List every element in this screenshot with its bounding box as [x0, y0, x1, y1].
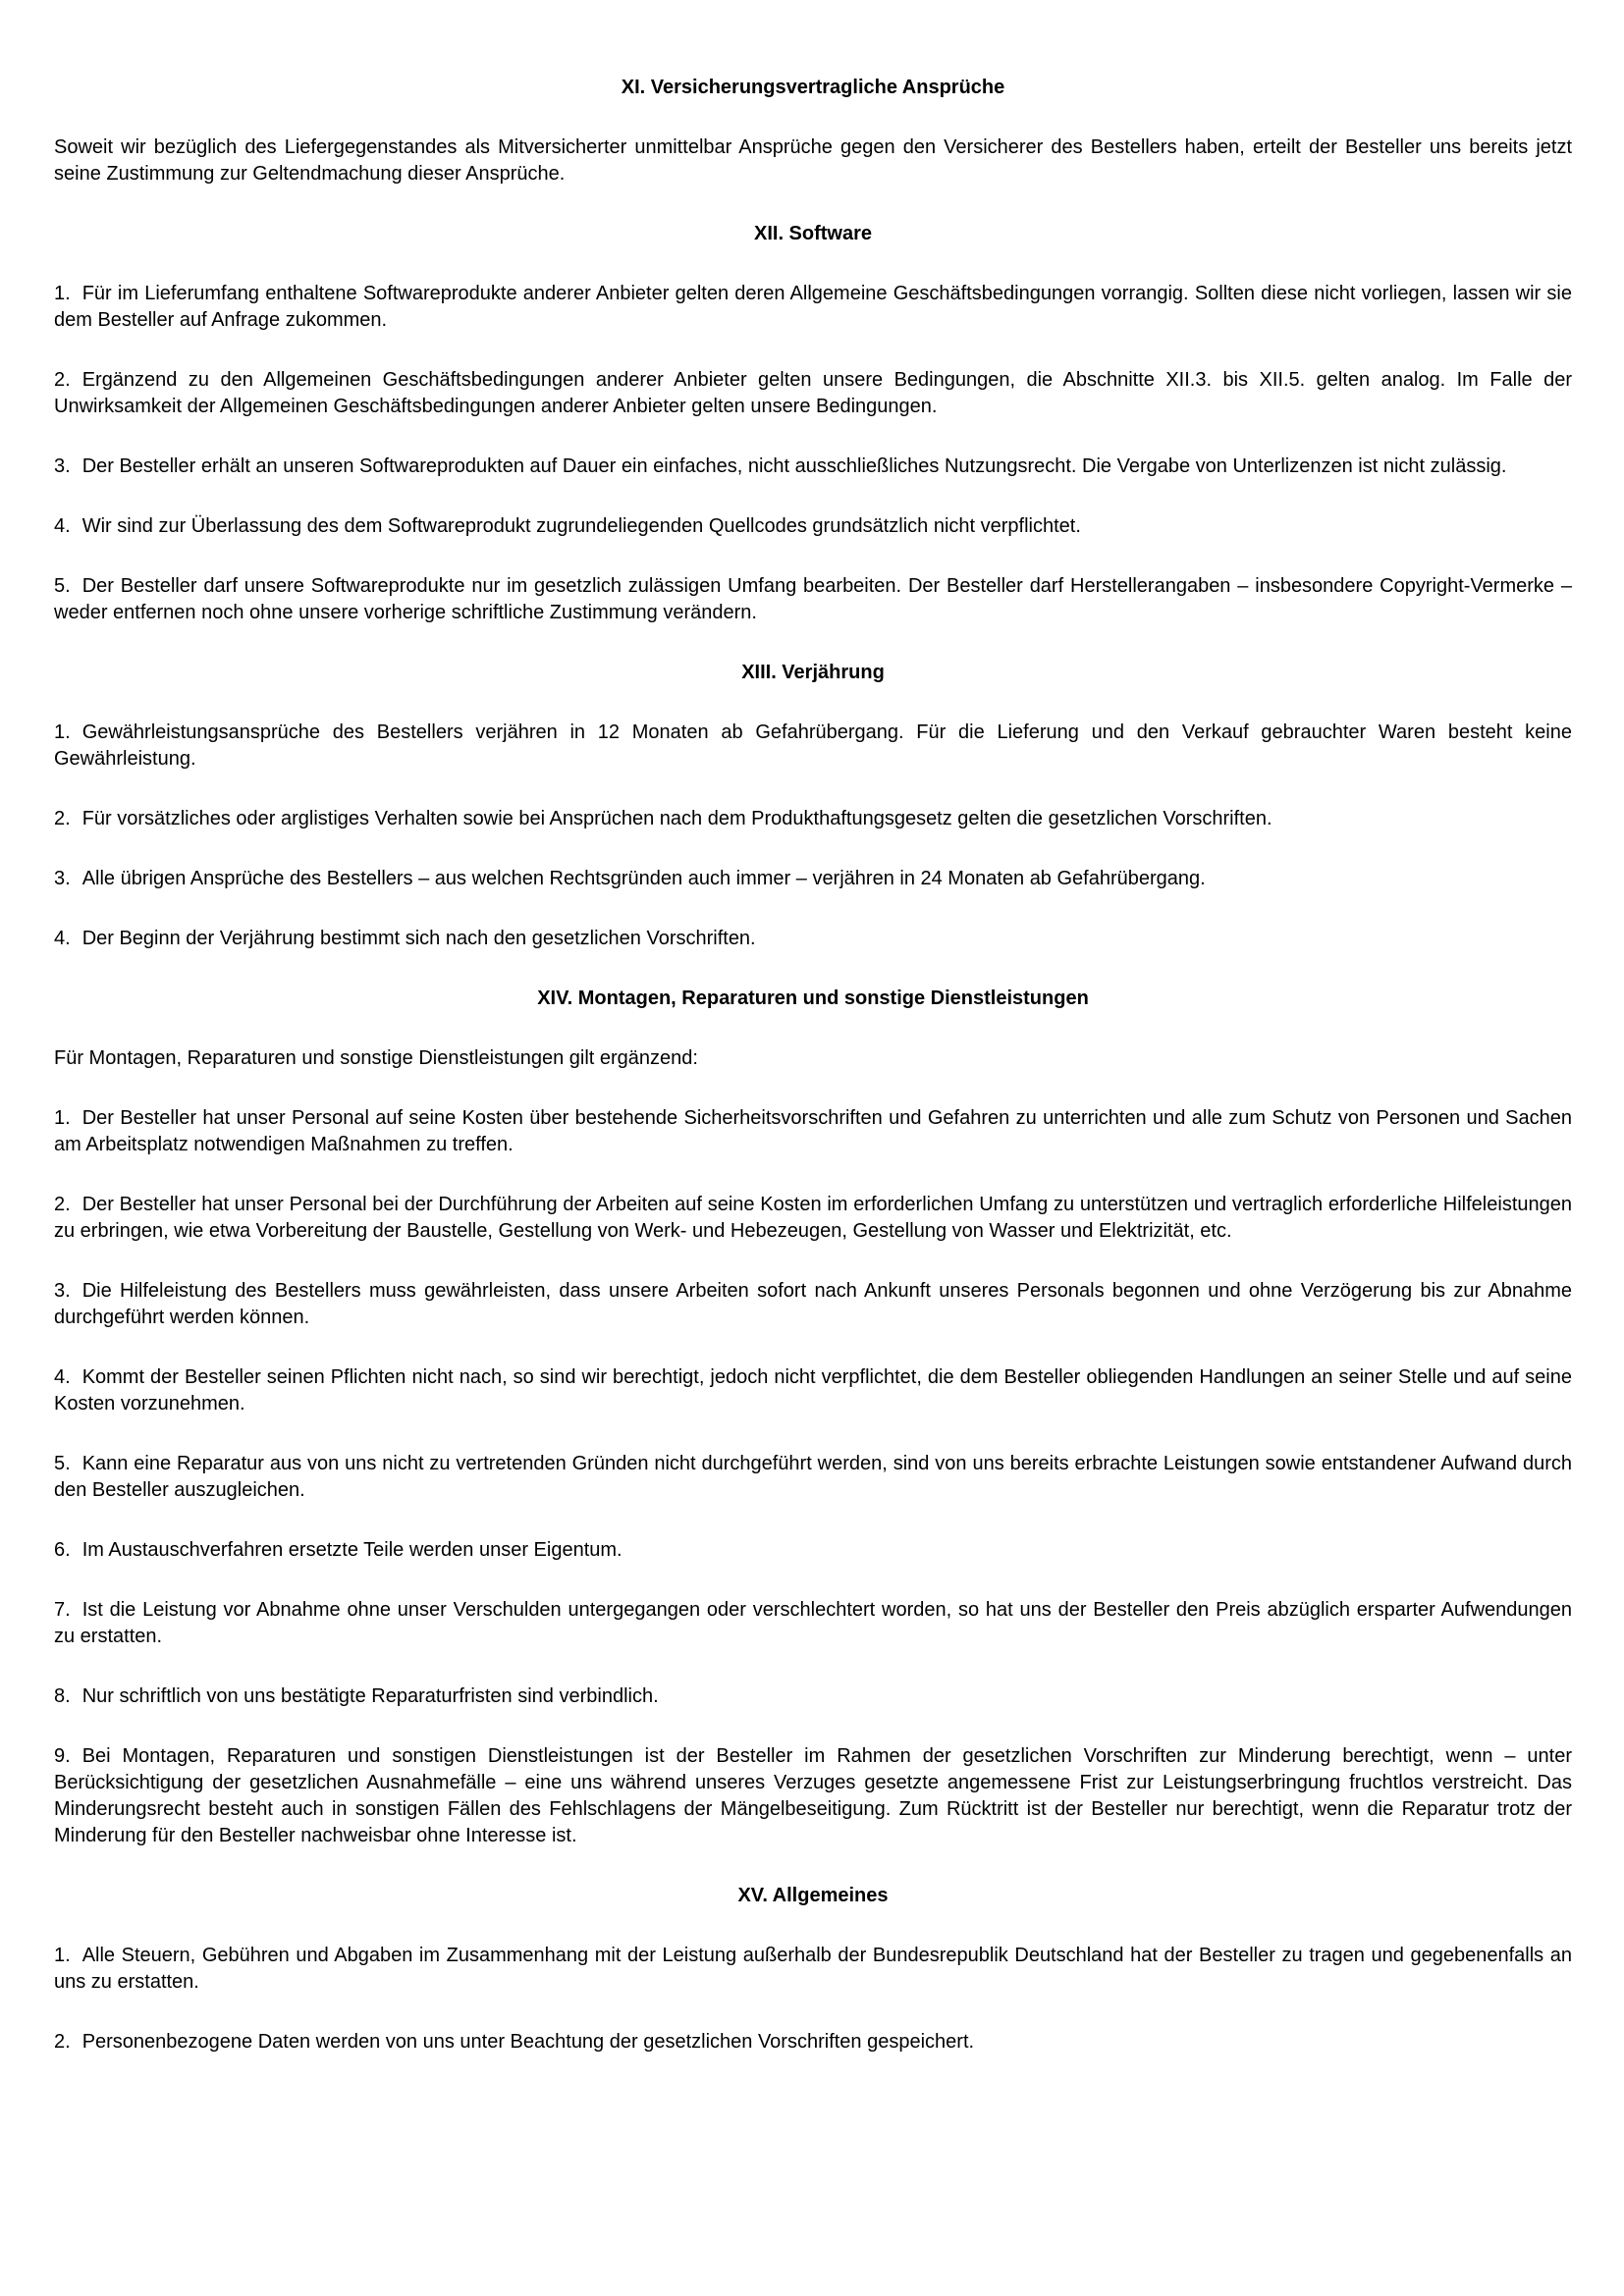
- paragraph-number: 1.: [54, 1945, 71, 1966]
- paragraph-number: 4.: [54, 515, 71, 537]
- paragraph-number: 3.: [54, 868, 71, 889]
- paragraph: [54, 1451, 1572, 1504]
- paragraph-number: 6.: [54, 1539, 71, 1561]
- paragraph: [54, 367, 1572, 420]
- paragraph-text: Für im Lieferumfang enthaltene Softwareprodukte anderer Anbieter gelten deren Allgemeine Geschäftsbedingungen vorrangig. Sollten diese nicht vorliegen, lassen wir sie dem Besteller auf Anfrage zukommen.: [54, 283, 1572, 331]
- paragraph-text: Ist die Leistung vor Abnahme ohne unser Verschulden untergegangen oder verschlechtert worden, so hat uns der Besteller den Preis abzüglich ersparter Aufwendungen zu erstatten.: [54, 1599, 1572, 1647]
- paragraph-text: Alle Steuern, Gebühren und Abgaben im Zusammenhang mit der Leistung außerhalb der Bundesrepublik Deutschland hat der Besteller zu tragen und gegebenenfalls an uns zu erstatten.: [54, 1945, 1572, 1993]
- paragraph-number: 1.: [54, 283, 71, 304]
- paragraph: [54, 513, 1572, 540]
- paragraph: [54, 1683, 1572, 1710]
- paragraph: [54, 1943, 1572, 1996]
- paragraph-number: 4.: [54, 1366, 71, 1388]
- paragraph: [54, 573, 1572, 626]
- paragraph-text: Die Hilfeleistung des Bestellers muss gewährleisten, dass unsere Arbeiten sofort nach Ankunft unseres Personals begonnen und ohne Verzögerung bis zur Abnahme durchgeführt werden können.: [54, 1280, 1572, 1328]
- paragraph-number: 7.: [54, 1599, 71, 1621]
- paragraph-number: 8.: [54, 1685, 71, 1707]
- paragraph-text: Kann eine Reparatur aus von uns nicht zu vertretenden Gründen nicht durchgeführt werden, sind von uns bereits erbrachte Leistungen sowie entstandener Aufwand durch den Besteller auszugleichen.: [54, 1453, 1572, 1501]
- paragraph: [54, 806, 1572, 832]
- paragraph-number: 3.: [54, 455, 71, 477]
- paragraph-number: 2.: [54, 369, 71, 391]
- paragraph: [54, 1743, 1572, 1849]
- section-heading: XII. Software: [753, 223, 873, 244]
- paragraph: [54, 720, 1572, 773]
- paragraph: [54, 1192, 1572, 1245]
- paragraph-text: Der Besteller hat unser Personal auf seine Kosten über bestehende Sicherheitsvorschriften und Gefahren zu unterrichten und alle zum Schutz von Personen und Sachen am Arbeitsplatz notwendigen Maßnahmen zu treffen.: [54, 1107, 1572, 1155]
- paragraph-number: 4.: [54, 928, 71, 949]
- paragraph-number: 1.: [54, 1107, 71, 1129]
- paragraph-text: Für Montagen, Reparaturen und sonstige Dienstleistungen gilt ergänzend:: [54, 1047, 698, 1069]
- section-heading: XIII. Verjährung: [741, 662, 885, 683]
- section-heading: XIV. Montagen, Reparaturen und sonstige Dienstleistungen: [537, 988, 1089, 1009]
- paragraph-number: 9.: [54, 1745, 71, 1767]
- paragraph-number: 5.: [54, 1453, 71, 1474]
- paragraph-text: Für vorsätzliches oder arglistiges Verhalten sowie bei Ansprüchen nach dem Produkthaftungsgesetz gelten die gesetzlichen Vorschriften.: [81, 808, 1272, 829]
- paragraph-text: Wir sind zur Überlassung des dem Softwareprodukt zugrundeliegenden Quellcodes grundsätzlich nicht verpflichtet.: [81, 515, 1081, 537]
- paragraph: [54, 866, 1572, 892]
- paragraph: [54, 1278, 1572, 1331]
- paragraph-text: Im Austauschverfahren ersetzte Teile werden unser Eigentum.: [81, 1539, 623, 1561]
- paragraph: [54, 281, 1572, 334]
- paragraph-text: Personenbezogene Daten werden von uns unter Beachtung der gesetzlichen Vorschriften gespeichert.: [81, 2031, 975, 2053]
- paragraph: [54, 1537, 1572, 1564]
- paragraph-text: Kommt der Besteller seinen Pflichten nicht nach, so sind wir berechtigt, jedoch nicht verpflichtet, die dem Besteller obliegenden Handlungen an seiner Stelle und auf seine Kosten vorzunehmen.: [54, 1366, 1572, 1415]
- paragraph-text: Alle übrigen Ansprüche des Bestellers – aus welchen Rechtsgründen auch immer – verjähren in 24 Monaten ab Gefahrübergang.: [81, 868, 1206, 889]
- paragraph-number: 5.: [54, 575, 71, 597]
- paragraph-text: Nur schriftlich von uns bestätigte Reparaturfristen sind verbindlich.: [81, 1685, 659, 1707]
- paragraph-text: Der Besteller erhält an unseren Softwareprodukten auf Dauer ein einfaches, nicht ausschließliches Nutzungsrecht. Die Vergabe von Unterlizenzen ist nicht zulässig.: [81, 455, 1507, 477]
- paragraph: [54, 926, 1572, 952]
- paragraph: [54, 454, 1572, 480]
- paragraph-text: Bei Montagen, Reparaturen und sonstigen Dienstleistungen ist der Besteller im Rahmen der gesetzlichen Vorschriften zur Minderung berechtigt, wenn – unter Berücksichtigung der gesetzlichen Ausnahmefälle – eine uns während unseres Verzuges gesetzte angemessene Frist zur Leistungserbringung fruchtlos verstreicht. Das Minderungsrecht besteht auch in sonstigen Fällen des Fehlschlagens der Mängelbeseitigung. Zum Rücktritt ist der Besteller nur berechtigt, wenn die Reparatur trotz der Minderung für den Besteller nachweisbar ohne Interesse ist.: [54, 1745, 1572, 1846]
- paragraph-text: Der Besteller darf unsere Softwareprodukte nur im gesetzlich zulässigen Umfang bearbeiten. Der Besteller darf Herstellerangaben – insbesondere Copyright-Vermerke – weder entfernen noch ohne unsere vorherige schriftliche Zustimmung verändern.: [54, 575, 1572, 623]
- paragraph: [54, 1364, 1572, 1417]
- paragraph-text: Der Beginn der Verjährung bestimmt sich nach den gesetzlichen Vorschriften.: [81, 928, 756, 949]
- paragraph-number: 3.: [54, 1280, 71, 1302]
- paragraph-number: 2.: [54, 2031, 71, 2053]
- paragraph: [54, 1597, 1572, 1650]
- paragraph-text: Soweit wir bezüglich des Liefergegenstandes als Mitversicherter unmittelbar Ansprüche gegen den Versicherer des Bestellers haben, erteilt der Besteller uns bereits jetzt seine Zustimmung zur Geltendmachung dieser Ansprüche.: [54, 136, 1572, 185]
- paragraph: [54, 1045, 1572, 1072]
- paragraph-text: Ergänzend zu den Allgemeinen Geschäftsbedingungen anderer Anbieter gelten unsere Bedingungen, die Abschnitte XII.3. bis XII.5. gelten analog. Im Falle der Unwirksamkeit der Allgemeinen Geschäftsbedingungen anderer Anbieter gelten unsere Bedingungen.: [54, 369, 1572, 417]
- paragraph-text: Gewährleistungsansprüche des Bestellers verjähren in 12 Monaten ab Gefahrübergang. Für die Lieferung und den Verkauf gebrauchter Waren besteht keine Gewährleistung.: [54, 721, 1572, 770]
- section-heading: XI. Versicherungsvertragliche Ansprüche: [621, 77, 1005, 98]
- paragraph-number: 2.: [54, 1194, 71, 1215]
- paragraph: [54, 2029, 1572, 2056]
- paragraph: [54, 134, 1572, 187]
- paragraph-number: 1.: [54, 721, 71, 743]
- paragraph-text: Der Besteller hat unser Personal bei der Durchführung der Arbeiten auf seine Kosten im erforderlichen Umfang zu unterstützen und vertraglich erforderliche Hilfeleistungen zu erbringen, wie etwa Vorbereitung der Baustelle, Gestellung von Werk- und Hebezeugen, Gestellung von Wasser und Elektrizität, etc.: [54, 1194, 1572, 1242]
- paragraph-number: 2.: [54, 808, 71, 829]
- section-heading: XV. Allgemeines: [737, 1885, 889, 1906]
- paragraph: [54, 1105, 1572, 1158]
